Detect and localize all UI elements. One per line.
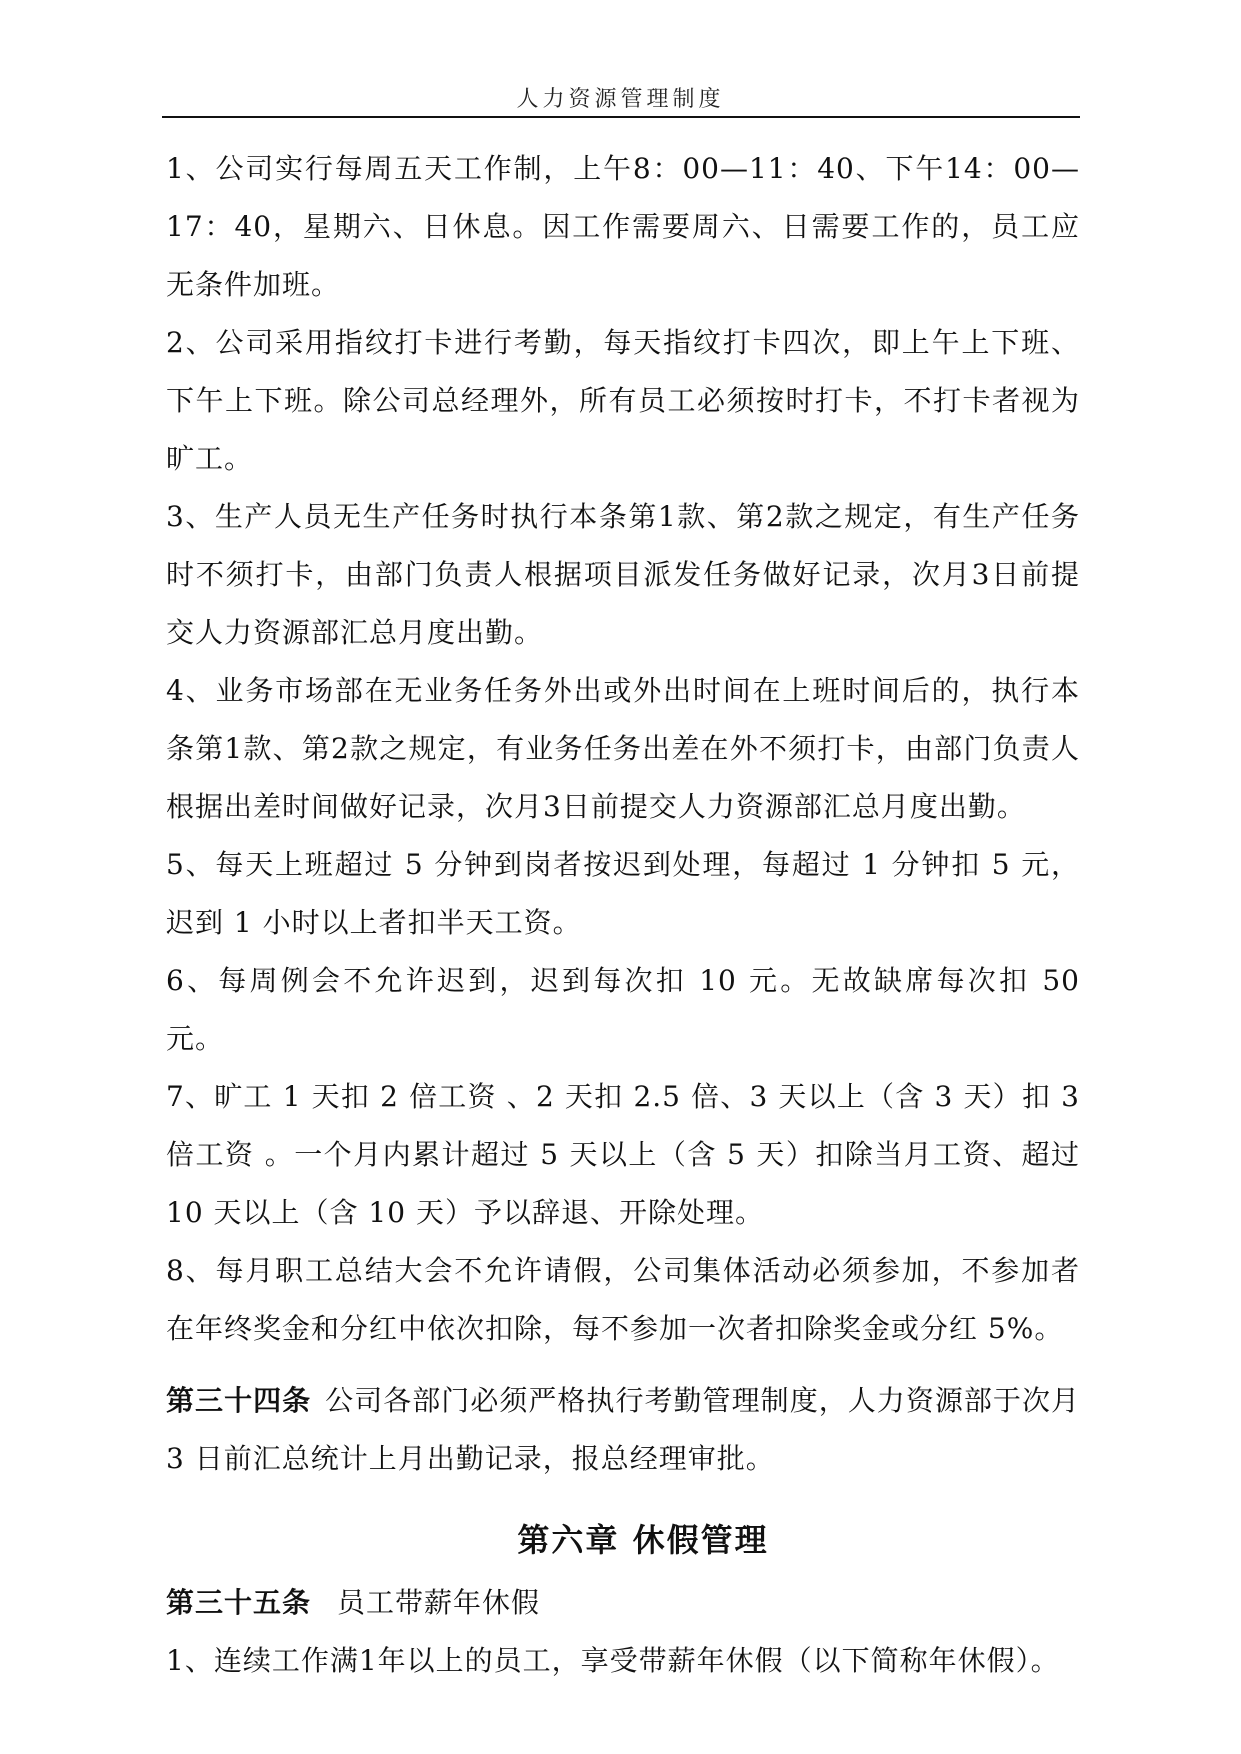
chapter-6-title: 第六章 休假管理	[517, 1521, 769, 1559]
document-body	[166, 140, 1080, 1690]
clause-4: 4、业务市场部在无业务任务外出或外出时间在上班时间后的，执行本条第1款、第2款之规定，有业务任务出差在外不须打卡，由部门负责人根据出差时间做好记录，次月3日前提交人力资源部汇总月度出勤。	[166, 674, 1080, 823]
clause-5: 5、每天上班超过 5 分钟到岗者按迟到处理，每超过 1 分钟扣 5 元，迟到 1 小时以上者扣半天工资。	[166, 848, 1080, 939]
article-35-clause-1: 1、连续工作满1年以上的员工，享受带薪年休假（以下简称年休假）。	[166, 1644, 1060, 1677]
running-header: 人力资源管理制度	[516, 87, 725, 112]
article-35-title: 员工带薪年休假	[337, 1586, 541, 1619]
article-34-text: 公司各部门必须严格执行考勤管理制度，人力资源部于次月 3 日前汇总统计上月出勤记录，报总经理审批。	[166, 1384, 1080, 1475]
clause-7: 7、旷工 1 天扣 2 倍工资 、2 天扣 2.5 倍、3 天以上（含 3 天）扣 3 倍工资 。一个月内累计超过 5 天以上（含 5 天）扣除当月工资、超过 10 天以上（含 10 天）予以辞退、开除处理。	[166, 1080, 1080, 1229]
clause-3: 3、生产人员无生产任务时执行本条第1款、第2款之规定，有生产任务时不须打卡，由部门负责人根据项目派发任务做好记录，次月3日前提交人力资源部汇总月度出勤。	[166, 500, 1080, 649]
clause-1: 1、公司实行每周五天工作制，上午8：00—11：40、下午14：00—17：40，星期六、日休息。因工作需要周六、日需要工作的，员工应无条件加班。	[166, 152, 1080, 301]
header-divider	[162, 116, 1080, 118]
article-34	[166, 1372, 1080, 1488]
clause-2: 2、公司采用指纹打卡进行考勤，每天指纹打卡四次，即上午上下班、下午上下班。除公司总经理外，所有员工必须按时打卡，不打卡者视为旷工。	[166, 326, 1080, 475]
clause-8: 8、每月职工总结大会不允许请假，公司集体活动必须参加，不参加者在年终奖金和分红中依次扣除，每不参加一次者扣除奖金或分红 5%。	[166, 1254, 1080, 1345]
clause-6: 6、每周例会不允许迟到，迟到每次扣 10 元。无故缺席每次扣 50 元。	[166, 964, 1080, 1055]
article-35-heading	[166, 1574, 1080, 1632]
article-34-number: 第三十四条	[166, 1384, 312, 1417]
article-35-number: 第三十五条	[166, 1586, 312, 1619]
